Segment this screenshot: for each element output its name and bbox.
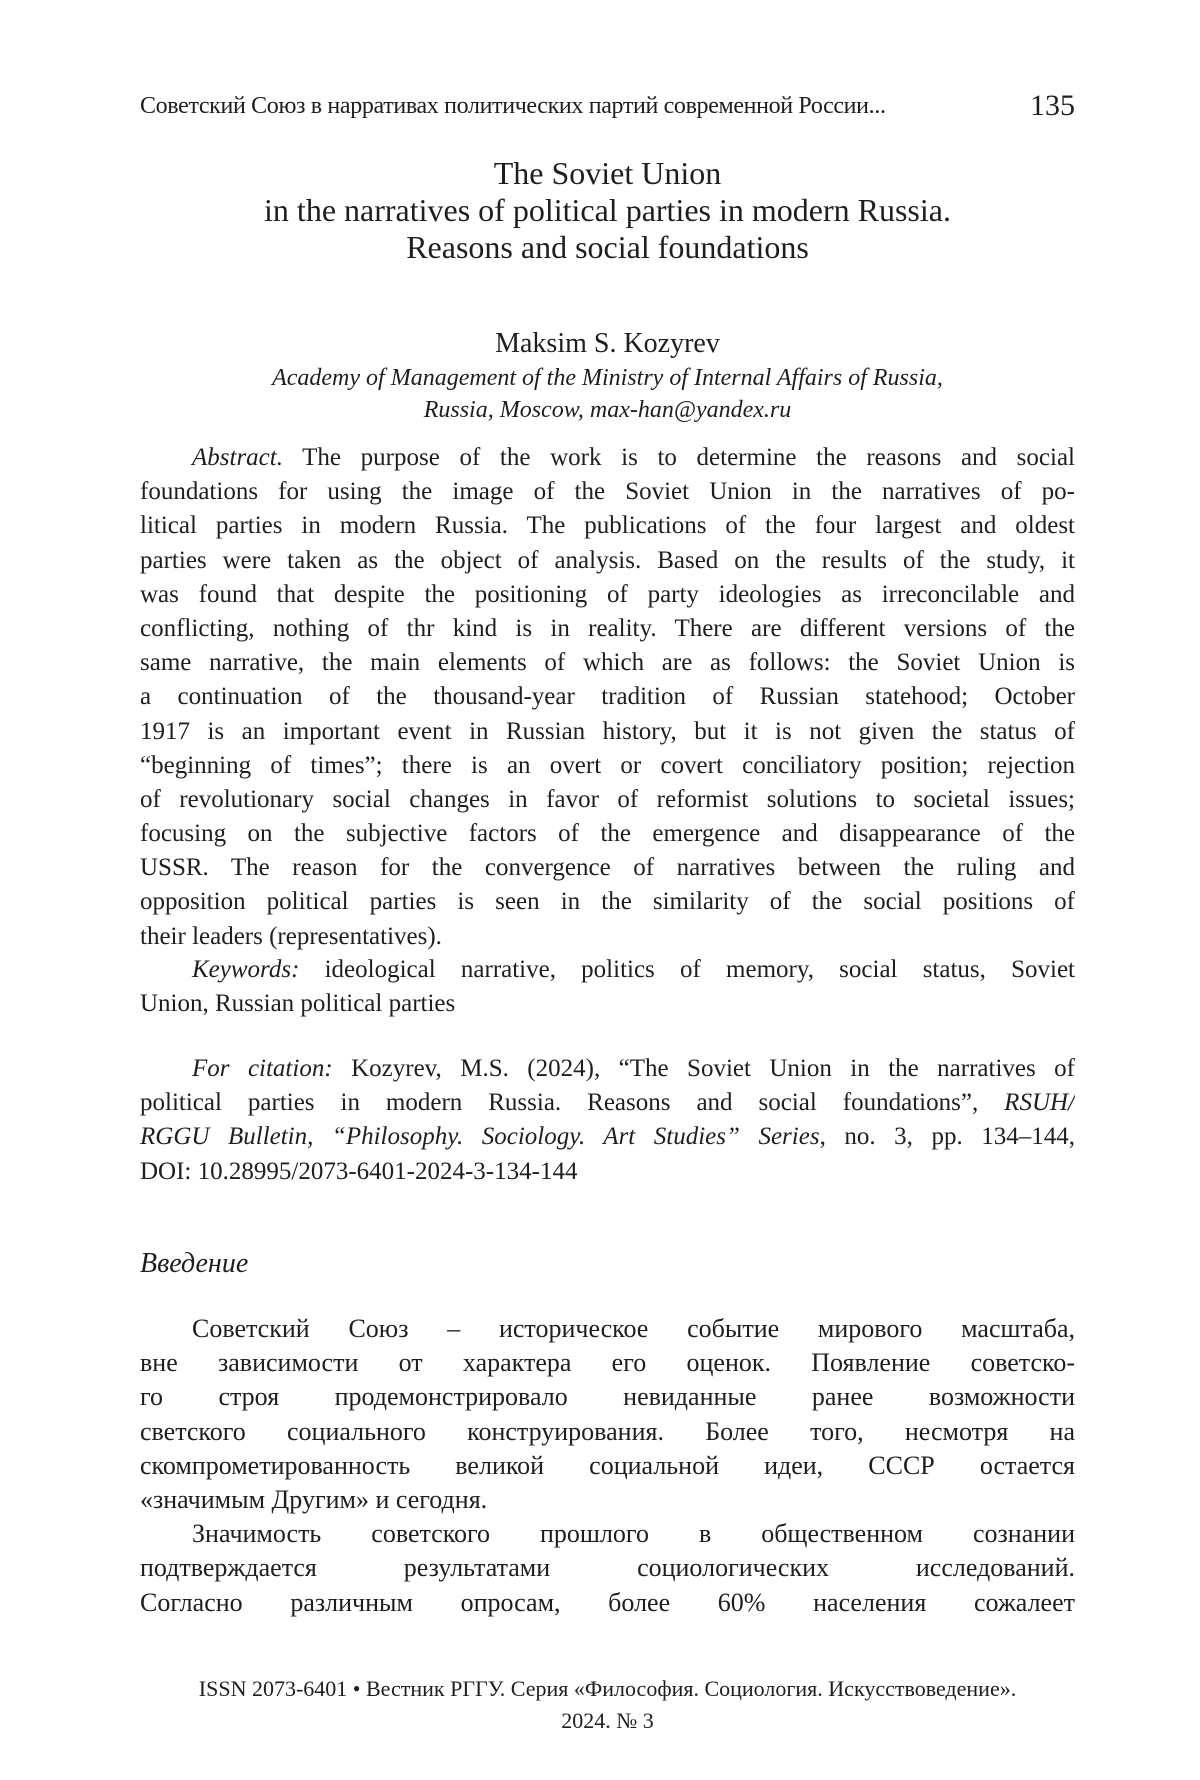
citation-journal: RSUH/ xyxy=(1004,1089,1075,1117)
keywords-label: Keywords: xyxy=(192,956,300,983)
author-name: Maksim S. Kozyrev xyxy=(495,328,720,359)
page-footer xyxy=(140,1673,1075,1737)
citation-text: Kozyrev, M.S. (2024), “The Soviet Union in the narratives of xyxy=(332,1055,1075,1082)
paragraph-line: скомпрометированность великой социальной идеи, СССР остается xyxy=(140,1450,1075,1480)
citation-line xyxy=(140,1086,1075,1120)
abstract-line: of revolutionary social changes in favor of reformist solutions to societal issues; xyxy=(140,785,1075,813)
article-title xyxy=(140,155,1075,266)
paragraph-line: Советский Союз – историческое событие мирового масштаба, xyxy=(192,1314,1075,1343)
keywords xyxy=(140,953,1075,1021)
abstract-text: The purpose of the work is to determine the reasons and social xyxy=(282,444,1075,471)
keywords-line xyxy=(140,953,1075,987)
paragraph-line: «значимым Другим» и сегодня. xyxy=(140,1484,488,1514)
abstract-line: parties were taken as the object of analysis. Based on the results of the study, it xyxy=(140,546,1075,574)
abstract-line: foundations for using the image of the Soviet Union in the narratives of po- xyxy=(140,478,1075,506)
abstract-line xyxy=(140,441,1075,475)
citation-text: , no. 3, pp. 134–144, xyxy=(819,1123,1075,1151)
affiliation-line: Academy of Management of the Ministry of Internal Affairs of Russia, xyxy=(272,365,943,391)
abstract-line: litical parties in modern Russia. The publications of the four largest and oldest xyxy=(140,512,1075,540)
title-line: The Soviet Union xyxy=(493,155,722,191)
citation xyxy=(140,1052,1075,1189)
introduction-text xyxy=(140,1312,1075,1620)
footer-issue-line: 2024. № 3 xyxy=(561,1708,654,1733)
abstract-line: 1917 is an important event in Russian history, but it is not given the status of xyxy=(140,717,1075,745)
paragraph-line: Значимость советского прошлого в общественном сознании xyxy=(192,1519,1075,1549)
abstract-label: Abstract. xyxy=(192,444,283,471)
citation-journal: RGGU Bulletin, “Philosophy. Sociology. Art Studies” Series xyxy=(140,1123,820,1151)
abstract-line: was found that despite the positioning of party ideologies as irreconcilable and xyxy=(140,580,1075,608)
citation-line xyxy=(140,1120,1075,1154)
abstract-line: their leaders (representatives). xyxy=(140,922,442,950)
title-line: in the narratives of political parties in modern Russia. xyxy=(264,192,951,228)
citation-line xyxy=(140,1052,1075,1086)
paragraph-line: светского социального конструирования. Более того, несмотря на xyxy=(140,1416,1075,1446)
page-number: 135 xyxy=(1030,89,1075,122)
running-header xyxy=(140,88,1075,124)
paragraph-line: Согласно различным опросам, более 60% населения сожалеет xyxy=(140,1587,1075,1617)
affiliation-line: Russia, Moscow, max-han@yandex.ru xyxy=(423,397,792,423)
abstract-line: a continuation of the thousand-year tradition of Russian statehood; October xyxy=(140,683,1075,711)
abstract-line: USSR. The reason for the convergence of narratives between the ruling and xyxy=(140,854,1075,882)
paragraph-line: подтверждается результатами социологических исследований. xyxy=(140,1553,1075,1583)
abstract-line: conflicting, nothing of thr kind is in reality. There are different versions of the xyxy=(140,614,1075,642)
abstract-line: “beginning of times”; there is an overt or covert conciliatory position; rejection xyxy=(140,751,1075,779)
abstract-line: opposition political parties is seen in the similarity of the social positions of xyxy=(140,888,1075,916)
section-heading: Введение xyxy=(140,1248,249,1279)
abstract-line: same narrative, the main elements of which are as follows: the Soviet Union is xyxy=(140,649,1075,677)
citation-doi: DOI: 10.28995/2073-6401-2024-3-134-144 xyxy=(140,1157,578,1185)
running-header-title: Советский Союз в нарративах политических партий современной России... xyxy=(140,93,886,119)
abstract xyxy=(140,441,1075,954)
citation-text: political parties in modern Russia. Reasons and social foundations”, xyxy=(140,1089,1005,1117)
paragraph-line: го строя продемонстрировало невиданные ранее возможности xyxy=(140,1382,1075,1412)
footer-journal-line: ISSN 2073-6401 • Вестник РГГУ. Серия «Философия. Социология. Искусствоведение». xyxy=(198,1676,1017,1701)
author-affiliation xyxy=(140,362,1075,426)
paragraph-line: вне зависимости от характера его оценок. Появление советско- xyxy=(140,1348,1075,1378)
abstract-line: focusing on the subjective factors of the emergence and disappearance of the xyxy=(140,820,1075,848)
citation-label: For citation: xyxy=(192,1055,333,1082)
keywords-line: Union, Russian political parties xyxy=(140,990,456,1018)
title-line: Reasons and social foundations xyxy=(406,229,809,265)
keywords-text: ideological narrative, politics of memory, social status, Soviet xyxy=(299,956,1075,983)
